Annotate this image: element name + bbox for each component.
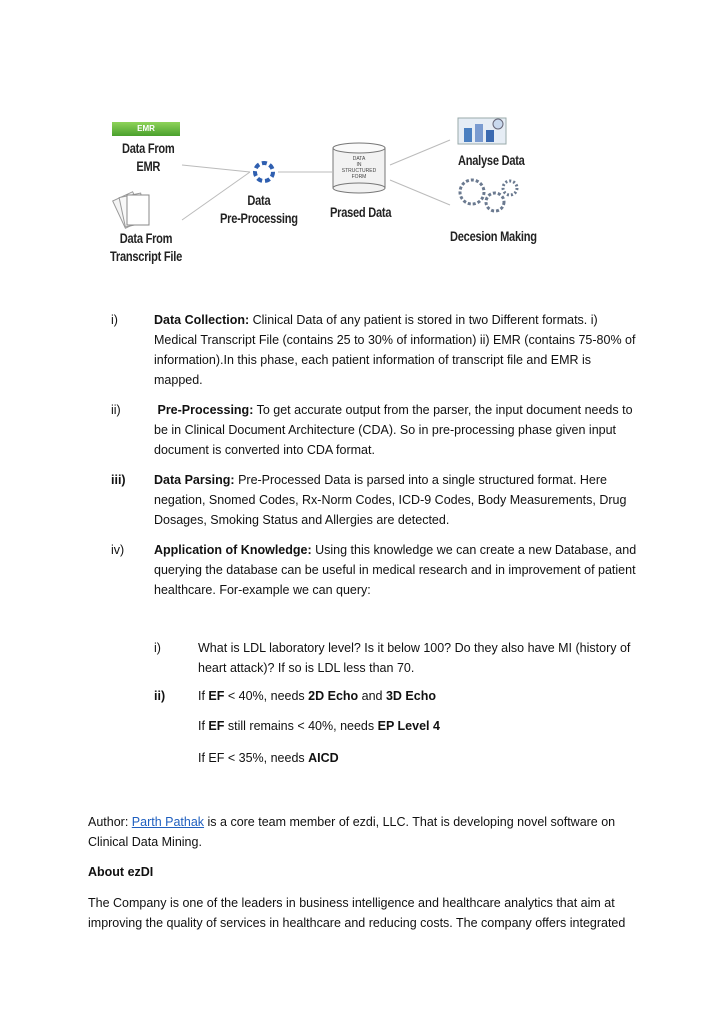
sub-item-number: ii) — [154, 689, 166, 703]
database-label: DATA IN STRUCTURED FORM — [341, 156, 377, 180]
about-heading: About ezDI — [88, 865, 154, 879]
author-link[interactable]: Parth Pathak — [131, 815, 205, 829]
sub-item-number: i) — [154, 641, 161, 655]
label-parsed-data: Prased Data — [330, 205, 392, 220]
label-analyse-data: Analyse Data — [458, 153, 525, 168]
sub-item-text: What is LDL laboratory level? Is it below 100? Do they also have MI (history of heart attack)? If so is LDL less than 70. — [198, 641, 631, 675]
item-text: Application of Knowledge: Using this knowledge we can create a new Database, and querying the database can be useful in medical research and in improvement of patient healthcare. For-example we can query: — [154, 543, 637, 597]
label-data-from-emr: Data From EMR — [122, 141, 175, 174]
item-text: Data Parsing: Pre-Processed Data is parsed into a single structured format. Here negation, Snomed Codes, Rx-Norm Codes, ICD-9 Codes, Body Measurements, Drug Dosages, Smoking Status and Allergies are detected. — [154, 473, 627, 527]
item-number: ii) — [111, 403, 121, 417]
item-number: i) — [111, 313, 118, 327]
processing-spinner-icon — [255, 163, 273, 181]
item-number: iv) — [111, 543, 125, 557]
about-paragraph: The Company is one of the leaders in business intelligence and healthcare analytics that aim at improving the quality of services in healthcare and reducing costs. The company offers integrated — [88, 896, 626, 930]
emr-badge: EMR — [112, 122, 180, 136]
label-data-preprocessing: Data Pre-Processing — [220, 193, 298, 226]
author-paragraph: Author: Parth Pathak is a core team member of ezdi, LLC. That is developing novel software on Clinical Data Mining. — [88, 815, 616, 849]
rule-line-1: If EF < 40%, needs 2D Echo and 3D Echo — [198, 689, 436, 703]
workflow-diagram — [100, 110, 560, 285]
label-data-from-transcript: Data From Transcript File — [110, 231, 182, 264]
item-text: Data Collection: Clinical Data of any patient is stored in two Different formats. i) Medical Transcript File (contains 25 to 30% of information) ii) EMR (contains 75-80% of information).In this phase, each patient information of transcript file and EMR is mapped. — [154, 313, 636, 387]
item-text: Pre-Processing: To get accurate output from the parser, the input document needs to be in Clinical Document Architecture (CDA). So in pre-processing phase given input document is converted into CDA format. — [154, 403, 633, 457]
analyse-chart-icon — [458, 118, 506, 144]
transcript-papers-icon — [113, 192, 149, 228]
label-decision-making: Decesion Making — [450, 229, 537, 244]
item-number: iii) — [111, 473, 126, 487]
decision-gears-icon — [460, 180, 517, 211]
